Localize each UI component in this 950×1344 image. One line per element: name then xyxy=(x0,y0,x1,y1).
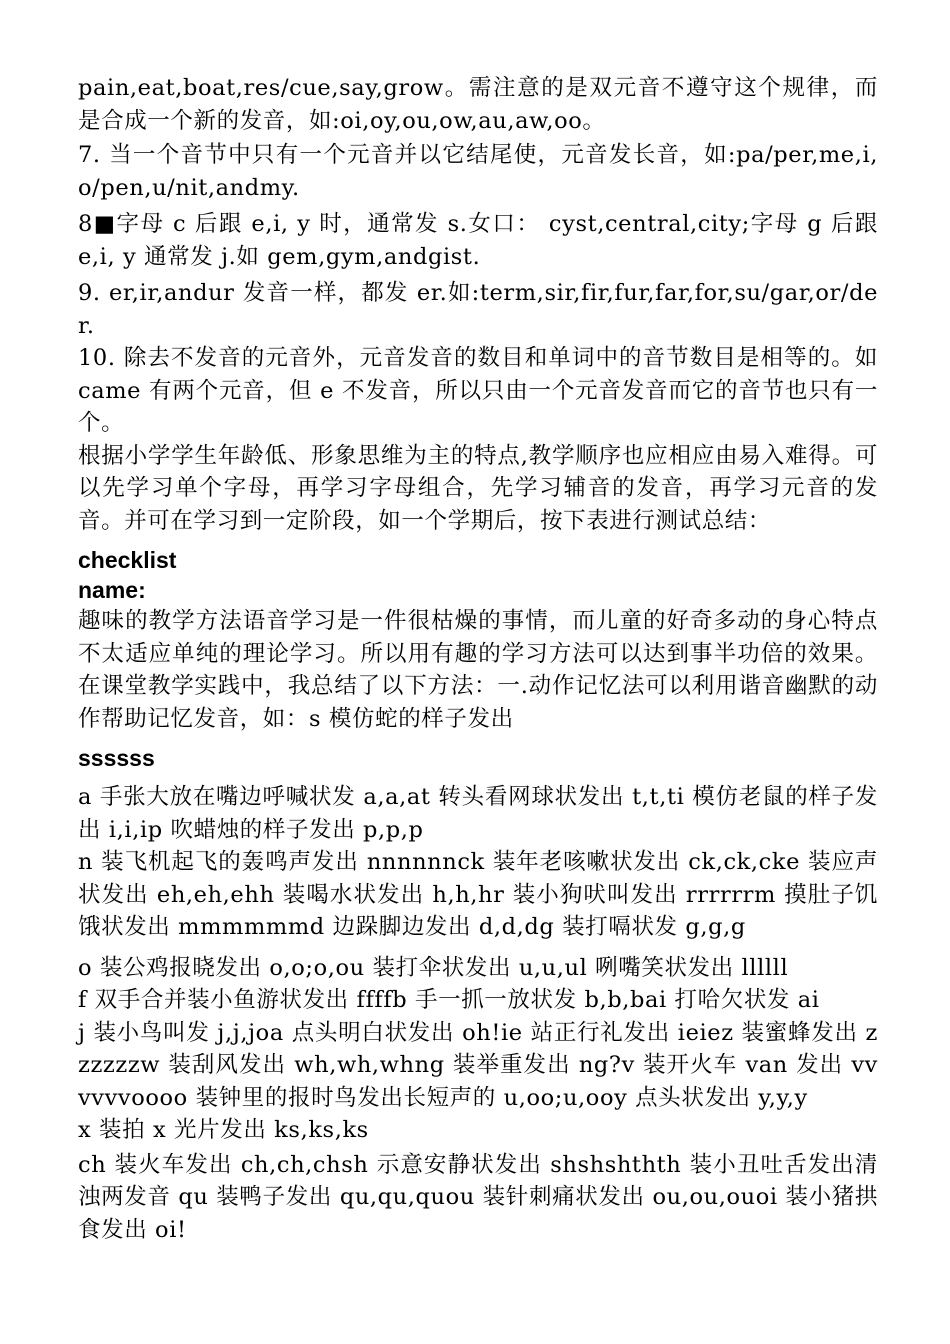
action-memory-line-ch: ch 装火车发出 ch,ch,chsh 示意安静状发出 shshshthth 装小丑吐舌发出清浊两发音 qu 装鸭子发出 qu,qu,quou 装针刺痛状发出 ou,ou,ouoi 装小猪拱食发出 oi! xyxy=(78,1151,878,1243)
phonics-rule-10: 10. 除去不发音的元音外，元音发音的数目和单词中的音节数目是相等的。如 came 有两个元音，但 e 不发音，所以只由一个元音发音而它的音节也只有一个。 xyxy=(78,345,878,436)
action-memory-line-o: o 装公鸡报晓发出 o,o;o,ou 装打伞状发出 u,u,ul 咧嘴笑状发出 llllll xyxy=(78,954,789,981)
snake-sound-text: ssssss xyxy=(78,745,155,771)
teaching-order-paragraph: 根据小学学生年龄低、形象思维为主的特点,教学顺序也应相应由易入难得。可以先学习单个字母，再学习字母组合，先学习辅音的发音，再学习元音的发音。并可在学习到一定阶段，如一个学期后，按下表进行测试总结： xyxy=(78,442,878,534)
action-memory-line-n: n 装飞机起飞的轰鸣声发出 nnnnnnck 装年老咳嗽状发出 ck,ck,cke 装应声状发出 eh,eh,ehh 装喝水状发出 h,h,hr 装小狗吠叫发出 rrrrrrm 摸肚子饥饿状发出 mmmmmmd 边跺脚边发出 d,d,dg 装打嗝状发 g,g,g xyxy=(78,849,878,940)
phonics-rule-6-continued: pain,eat,boat,res/cue,say,grow。需注意的是双元音不遵守这个规律，而是合成一个新的发音，如:oi,oy,ou,ow,au,aw,oo。 xyxy=(78,75,878,134)
action-memory-line-x: x 装拍 x 光片发出 ks,ks,ks xyxy=(78,1117,369,1143)
action-memory-line-f: f 双手合并装小鱼游状发出 ffffb 手一抓一放状发 b,b,bai 打哈欠状发 ai xyxy=(78,987,820,1013)
phonics-rule-8: 8■字母 c 后跟 e,i, y 时，通常发 s.女口： cyst,central,city;字母 g 后跟 e,i, y 通常发 j.如 gem,gym,andgist. xyxy=(78,211,878,270)
phonics-rule-9: 9. er,ir,andur 发音一样，都发 er.如:term,sir,fir,fur,far,for,su/gar,or/der. xyxy=(78,280,878,339)
phonics-rule-7: 7. 当一个音节中只有一个元音并以它结尾使，元音发长音，如:pa/per,me,i,o/pen,u/nit,andmy. xyxy=(78,142,878,201)
action-memory-line-a: a 手张大放在嘴边呼喊状发 a,a,at 转头看网球状发出 t,t,ti 模仿老鼠的样子发出 i,i,ip 吹蜡烛的样子发出 p,p,p xyxy=(78,784,878,843)
fun-teaching-methods-paragraph: 趣味的教学方法语音学习是一件很枯燥的事情，而儿童的好奇多动的身心特点不太适应单纯的理论学习。所以用有趣的学习方法可以达到事半功倍的效果。在课堂教学实践中，我总结了以下方法：一.动作记忆法可以利用谐音幽默的动作帮助记忆发音，如：s 模仿蛇的样子发出 xyxy=(78,608,878,732)
action-memory-line-j: j 装小鸟叫发 j,j,joa 点头明白状发出 oh!ie 站正行礼发出 ieiez 装蜜蜂发出 zzzzzzw 装刮风发出 wh,wh,whng 装举重发出 ng?v 装开火车 van 发出 vvvvvvoooo 装钟里的报时鸟发出长短声的 u,oo;u,ooy 点头状发出 y,y,y xyxy=(78,1019,878,1111)
checklist-heading: checklist xyxy=(78,547,177,573)
document-page xyxy=(78,72,878,1246)
name-label: name: xyxy=(78,577,146,603)
